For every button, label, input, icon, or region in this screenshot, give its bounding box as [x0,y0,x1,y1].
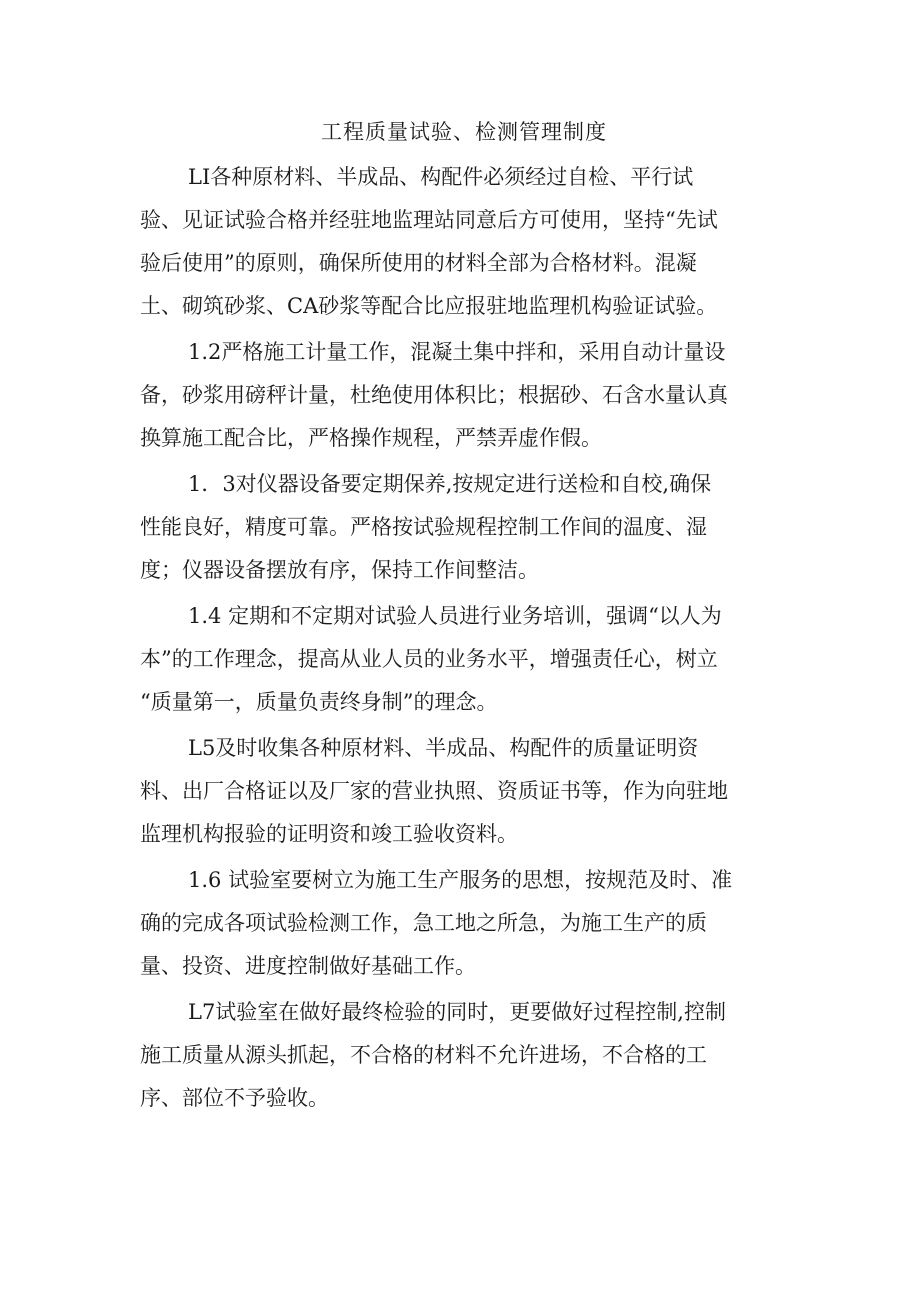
paragraph-line: 量、投资、进度控制做好基础工作。 [140,954,476,978]
paragraph-line: 性能良好，精度可靠。严格按试验规程控制工作间的温度、湿 [140,515,707,539]
paragraph-line: 序、部位不予验收。 [140,1086,329,1110]
paragraph-line: 备，砂浆用磅秤计量，杜绝使用体积比；根据砂、石含水量认真 [140,383,728,407]
paragraph-line: 验、见证试验合格并经驻地监理站同意后方可使用，坚持“先试 [140,208,718,232]
paragraph-line: “质量第一，质量负责终身制”的理念。 [140,690,498,714]
paragraph-line: 1.2严格施工计量工作，混凝土集中拌和，采用自动计量设 [188,340,726,364]
paragraph-line: 验后使用”的原则，确保所使用的材料全部为合格材料。混凝 [140,251,697,275]
paragraph-line: 1.6 试验室要树立为施工生产服务的思想，按规范及时、准 [188,868,733,892]
paragraph-line: 换算施工配合比，严格操作规程，严禁弄虚作假。 [140,426,602,450]
document-title: 工程质量试验、检测管理制度 [321,120,607,144]
paragraph-line: L5及时收集各种原材料、半成品、构配件的质量证明资 [188,736,699,760]
paragraph-line: 1.4 定期和不定期对试验人员进行业务培训，强调“以人为 [188,604,722,628]
paragraph-line: 本”的工作理念，提高从业人员的业务水平，增强责任心，树立 [140,647,718,671]
paragraph-line: 土、砌筑砂浆、CA砂浆等配合比应报驻地监理机构验证试验。 [140,294,718,318]
paragraph-line: LI各种原材料、半成品、构配件必须经过自检、平行试 [188,165,694,189]
paragraph-line: 施工质量从源头抓起，不合格的材料不允许进场，不合格的工 [140,1043,707,1067]
paragraph-line: 1．3对仪器设备要定期保养,按规定进行送检和自校,确保 [188,472,712,496]
paragraph-line: 度；仪器设备摆放有序，保持工作间整洁。 [140,558,539,582]
paragraph-line: 监理机构报验的证明资和竣工验收资料。 [140,822,518,846]
paragraph-line: 料、出厂合格证以及厂家的营业执照、资质证书等，作为向驻地 [140,779,728,803]
paragraph-line: L7试验室在做好最终检验的同时，更要做好过程控制,控制 [188,1000,726,1024]
paragraph-line: 确的完成各项试验检测工作，急工地之所急，为施工生产的质 [140,911,707,935]
